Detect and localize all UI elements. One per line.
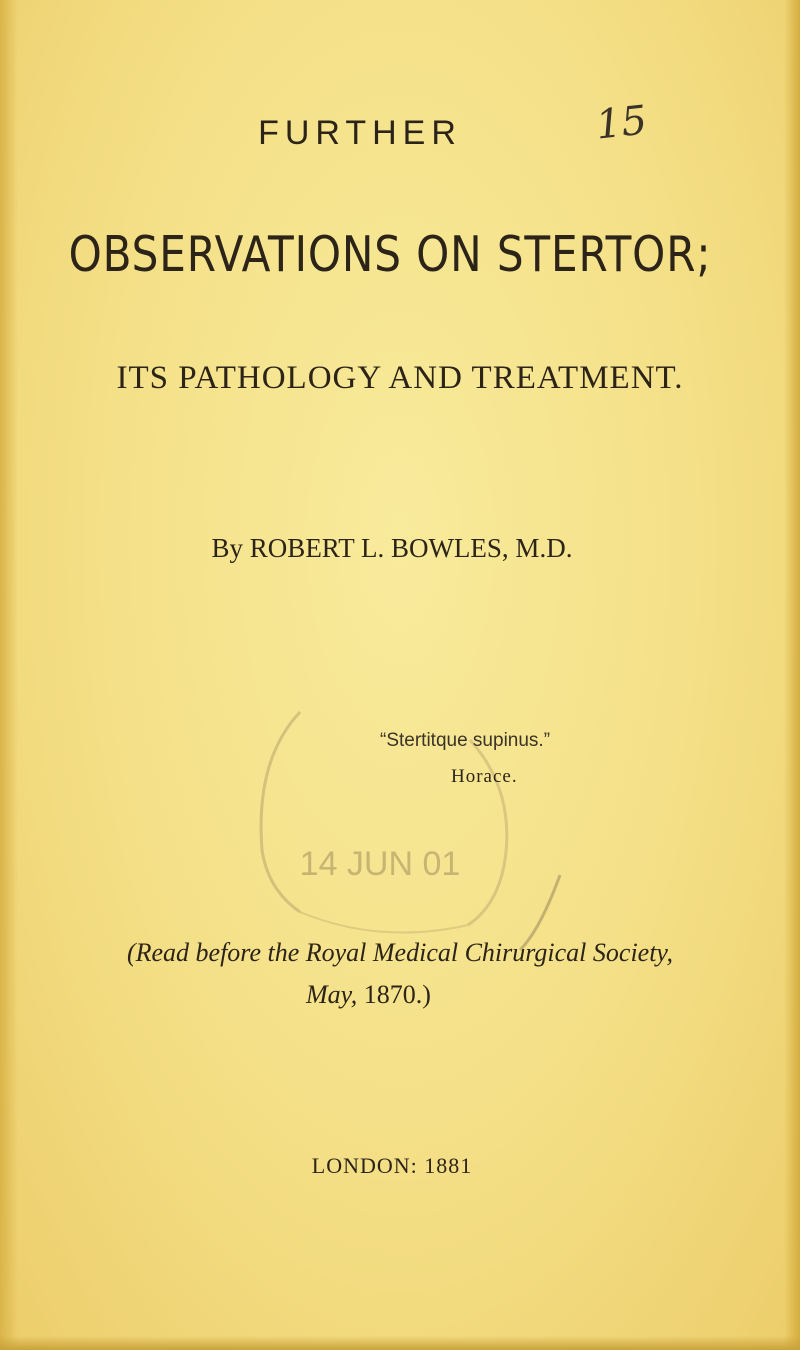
byline-prefix: By	[211, 533, 244, 563]
author-name: ROBERT L. BOWLES, M.D.	[249, 533, 573, 563]
pencil-annotation: 15	[593, 97, 650, 149]
page-edge-shadow-bottom	[0, 1336, 800, 1350]
read-note: (Read before the Royal Medical Chirurgical Society,	[126, 938, 674, 967]
title-further: FURTHER	[258, 114, 462, 152]
subtitle: ITS PATHOLOGY AND TREATMENT.	[116, 360, 684, 396]
page-edge-shadow-left	[0, 0, 18, 1350]
epigraph: “Stertitque supinus.”	[380, 730, 551, 751]
page-edge-shadow-right	[784, 0, 800, 1350]
imprint: LONDON: 1881	[311, 1153, 473, 1178]
stamp-date: 14 JUN 01	[299, 845, 461, 883]
read-note-year: 1870.)	[363, 980, 431, 1009]
read-note-month: May,	[306, 980, 358, 1009]
main-title: OBSERVATIONS ON STERTOR;	[68, 226, 712, 283]
read-note-date	[306, 980, 431, 1010]
epigraph-source: Horace.	[451, 766, 518, 787]
byline	[0, 533, 792, 564]
